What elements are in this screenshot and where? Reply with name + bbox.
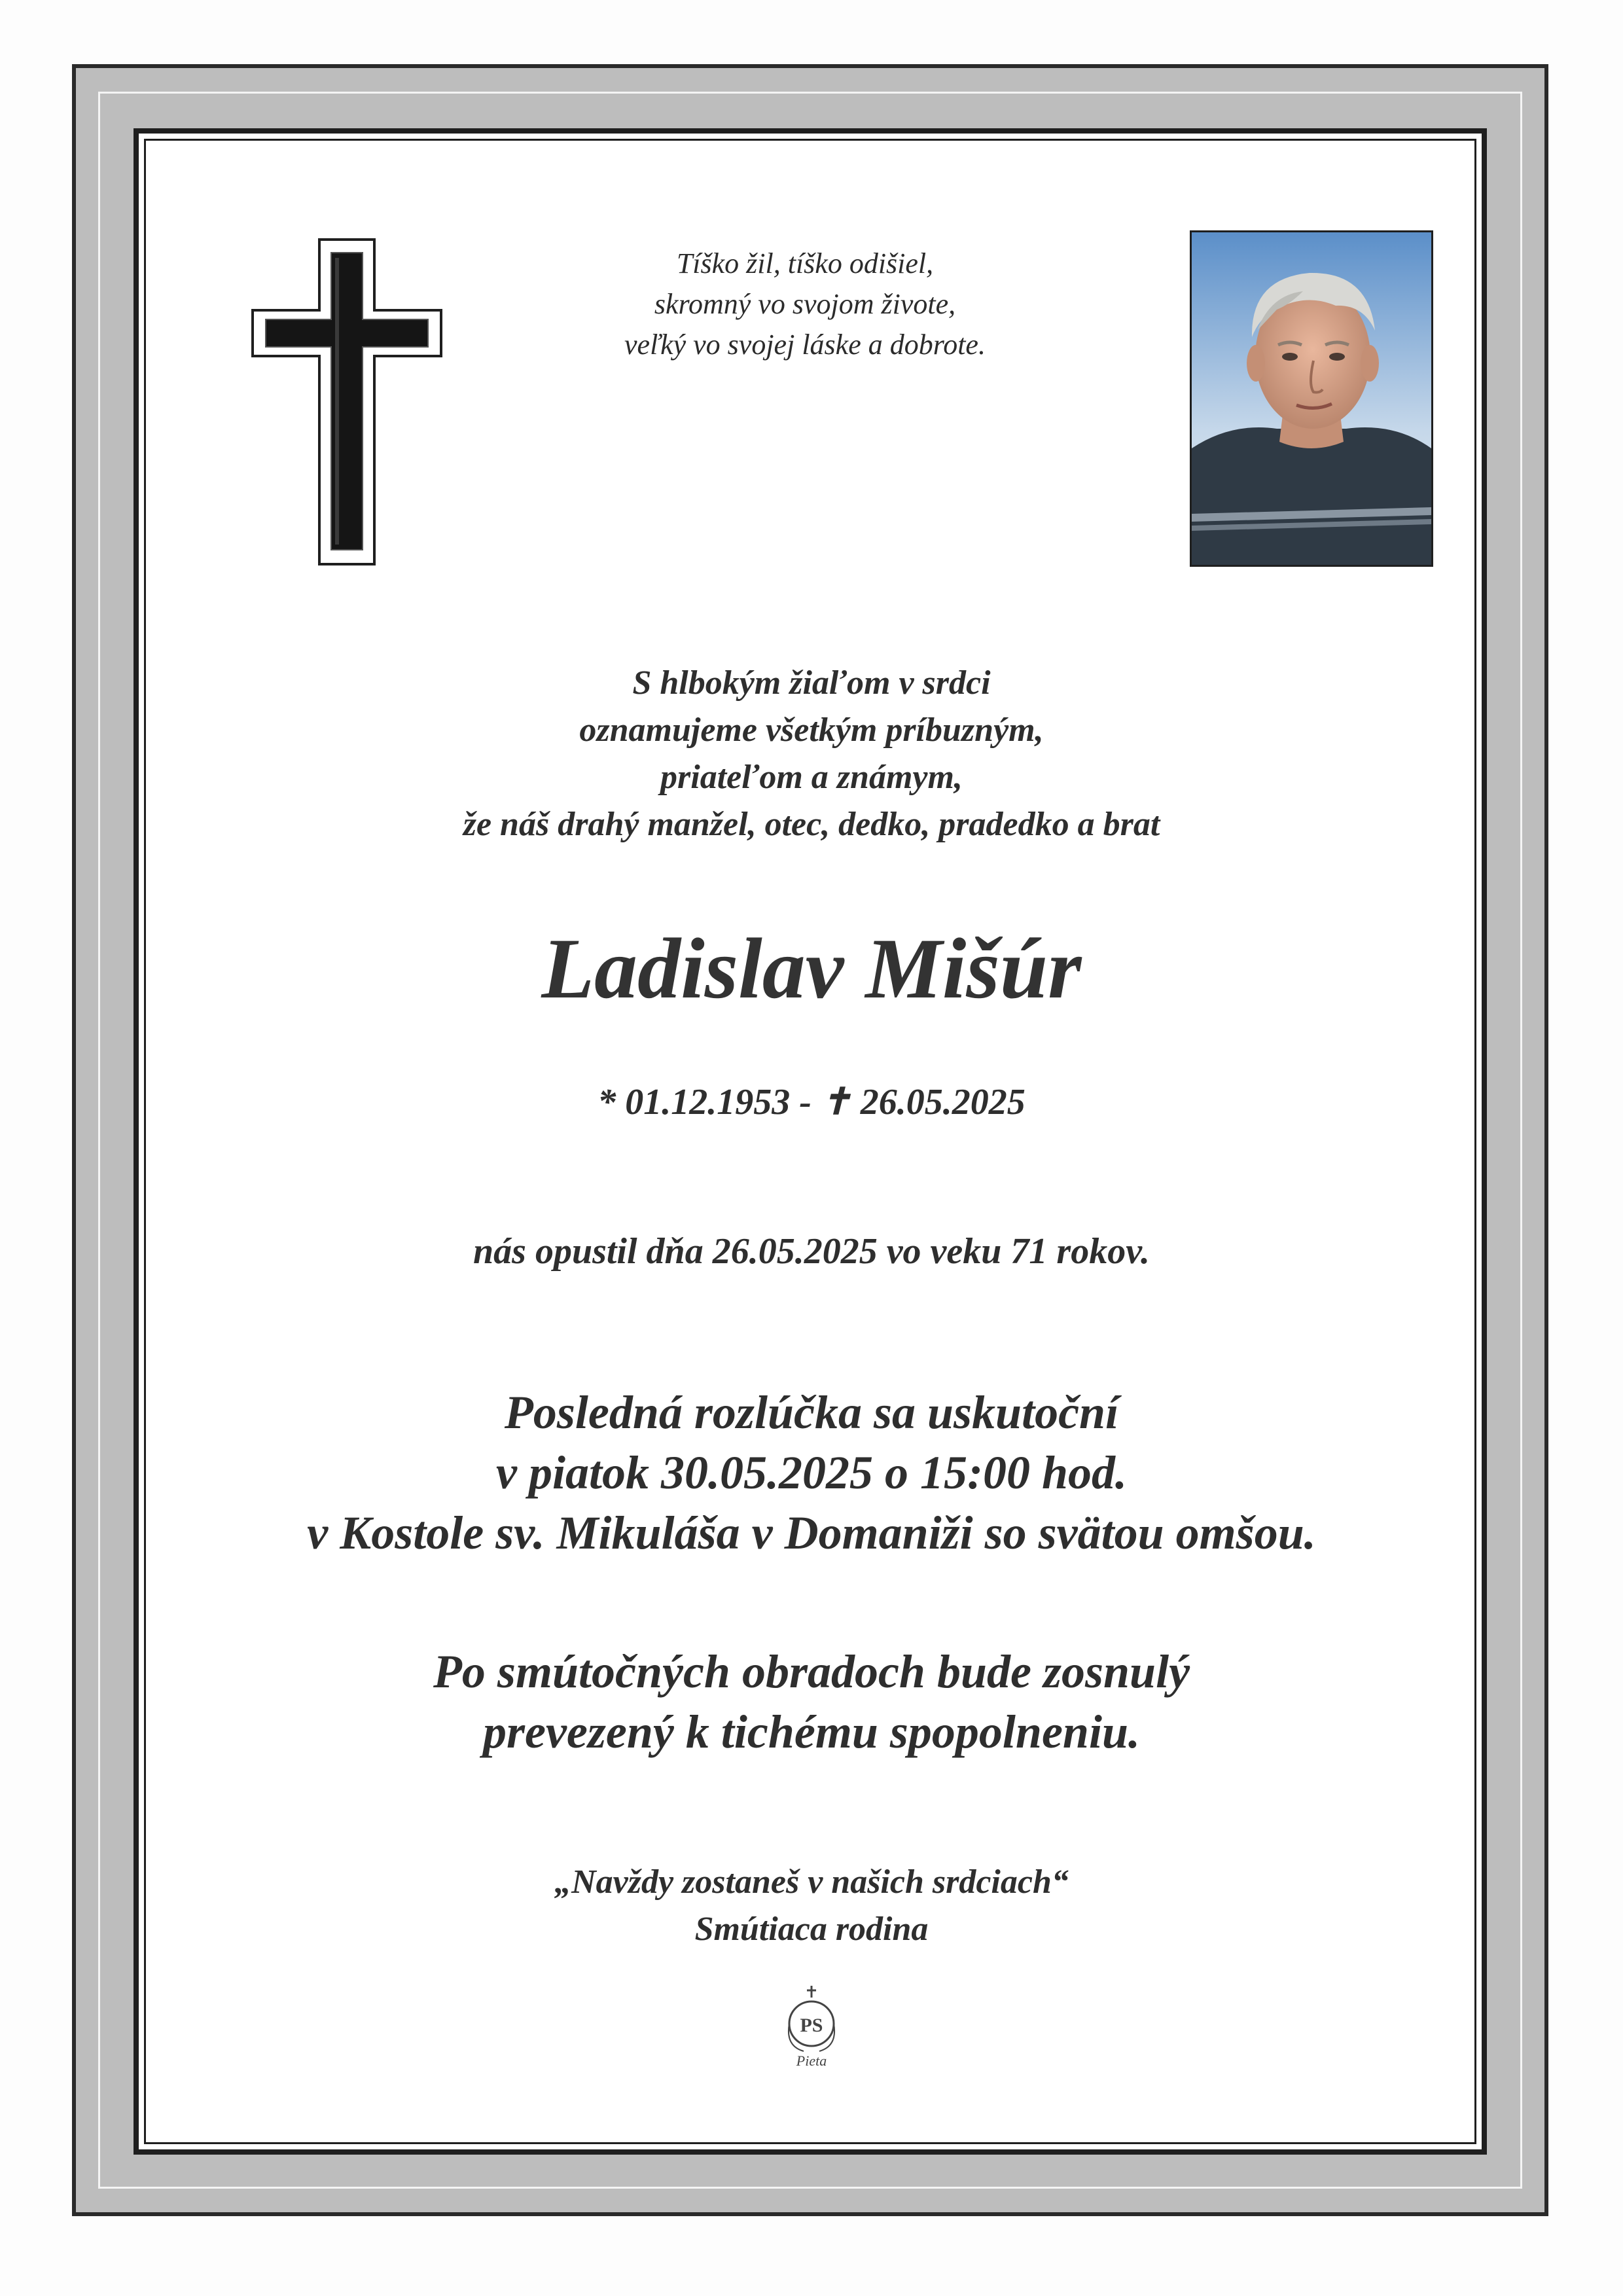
farewell-line: v Kostole sv. Mikuláša v Domaniži so svätou omšou.	[307, 1507, 1316, 1559]
farewell-line: Posledná rozlúčka sa uskutoční	[504, 1386, 1119, 1439]
announcement-line: priateľom a známym,	[660, 759, 963, 796]
passing-line: nás opustil dňa 26.05.2025 vo veku 71 rokov.	[473, 1231, 1150, 1272]
cross-icon	[251, 238, 442, 565]
poem-line: Tíško žil, tíško odišiel,	[676, 247, 934, 279]
poem-line: skromný vo svojom živote,	[654, 288, 956, 320]
closing-signature: Smútiaca rodina	[694, 1910, 929, 1948]
cremation-line: prevezený k tichému spopolneniu.	[483, 1706, 1140, 1758]
deceased-name: Ladislav Mišúr	[541, 920, 1082, 1016]
farewell-info	[151, 1382, 1472, 1563]
logo-caption: Pieta	[796, 2053, 827, 2069]
cremation-line: Po smútočných obradoch bude zosnulý	[433, 1645, 1190, 1698]
portrait-photo	[1190, 230, 1433, 567]
logo-letters: PS	[800, 2015, 823, 2036]
poem	[510, 243, 1099, 365]
closing	[151, 1859, 1472, 1953]
life-dates: * 01.12.1953 - ✝ 26.05.2025	[597, 1082, 1026, 1122]
announcement-line: oznamujeme všetkým príbuzným,	[579, 711, 1044, 749]
poem-line: veľký vo svojej láske a dobrote.	[624, 329, 986, 361]
announcement-line: že náš drahý manžel, otec, dedko, pradedko a brat	[463, 806, 1160, 843]
announcement-line: S hlbokým žiaľom v srdci	[632, 664, 991, 702]
farewell-line: v piatok 30.05.2025 o 15:00 hod.	[496, 1446, 1127, 1499]
announcement	[151, 660, 1472, 848]
closing-quote: „Navždy zostaneš v našich srdciach“	[554, 1863, 1069, 1901]
portrait-image	[1192, 232, 1431, 565]
cremation-info	[151, 1641, 1472, 1762]
